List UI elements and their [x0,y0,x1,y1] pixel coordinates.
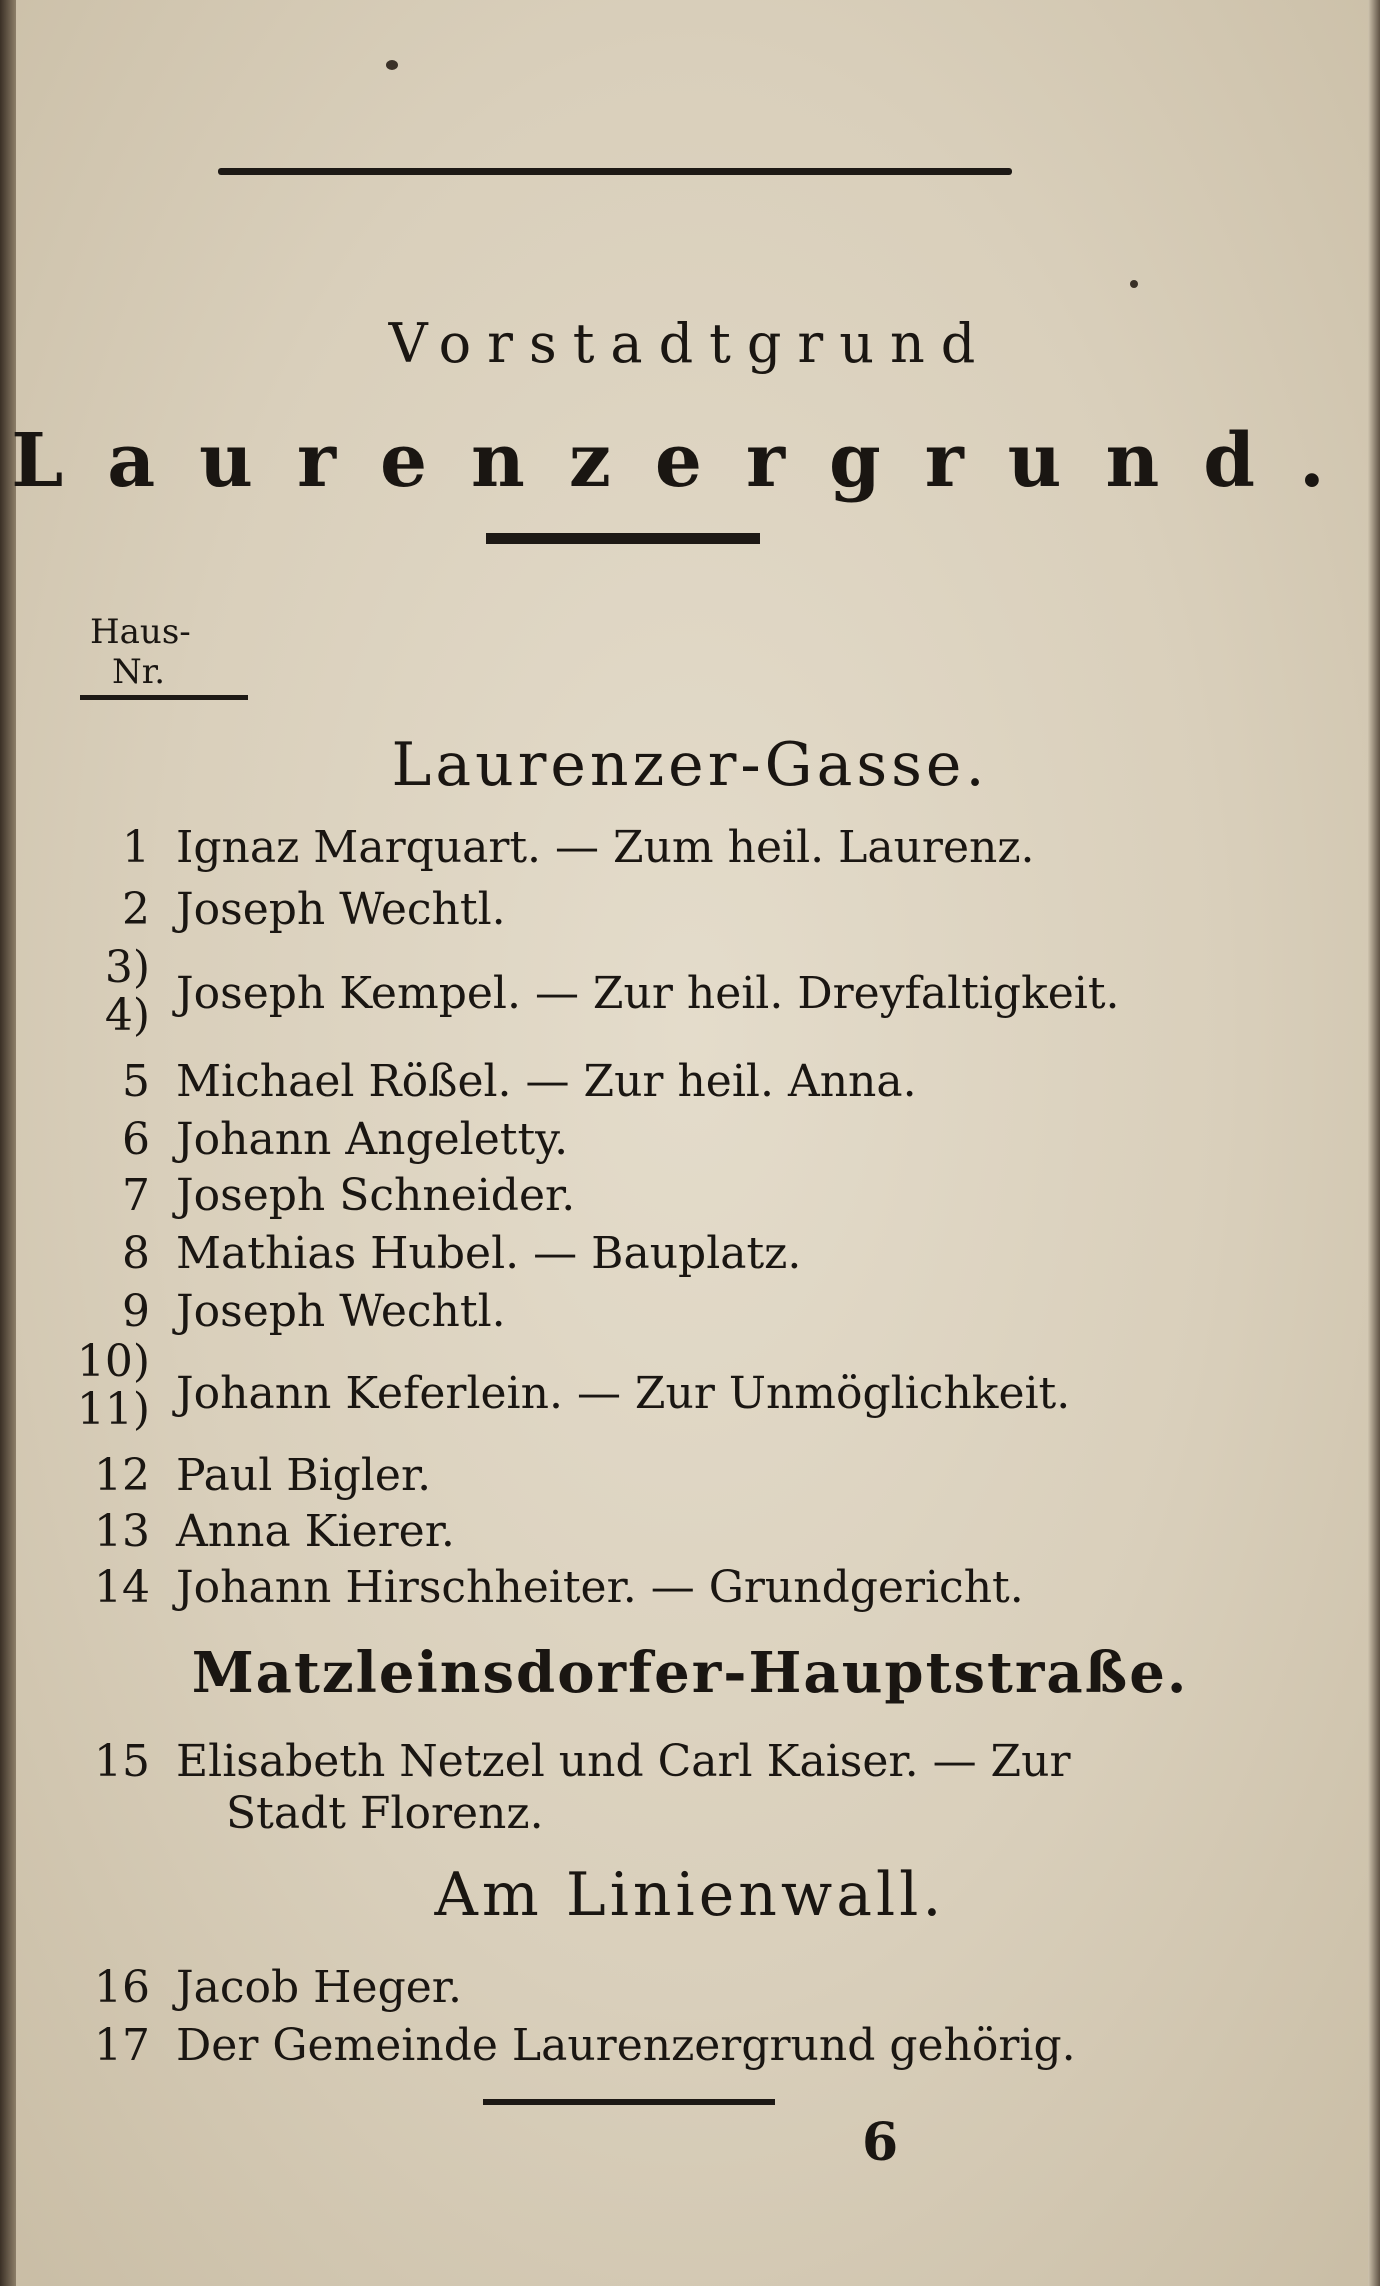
top-rule [218,168,1012,175]
house-number: 6 [122,1114,150,1165]
house-number: 5 [122,1056,150,1107]
section-title: Am Linienwall. [434,1860,946,1930]
title-rule [486,533,760,544]
entry-text: Joseph Kempel. — Zur heil. Dreyfaltigkeit. [176,968,1120,1019]
list-item [0,884,1380,936]
list-item [0,1228,1380,1280]
entry-text: Ignaz Marquart. — Zum heil. Laurenz. [176,822,1035,873]
house-number: 3) 4) [104,942,150,1041]
list-item [0,822,1380,874]
entry-text: Joseph Schneider. [176,1170,576,1221]
entry-text: Johann Angeletty. [176,1114,569,1165]
house-number: 9 [122,1286,150,1337]
entry-text: Paul Bigler. [176,1450,432,1501]
list-item [0,1338,1380,1438]
house-number: 13 [94,1506,150,1557]
column-header [90,612,191,692]
entry-text: Michael Rößel. — Zur heil. Anna. [176,1056,917,1107]
house-number: 7 [122,1170,150,1221]
section-title: Matzleinsdorfer-Hauptstraße. [191,1640,1189,1706]
list-item [0,1170,1380,1222]
list-item [0,1114,1380,1166]
list-item [0,944,1380,1044]
house-number: 17 [94,2020,150,2071]
house-number: 15 [94,1736,150,1787]
entry-text: Mathias Hubel. — Bauplatz. [176,1228,802,1279]
house-number: 8 [122,1228,150,1279]
entry-text: Elisabeth Netzel und Carl Kaiser. — Zur [176,1736,1071,1787]
column-header-rule [80,695,248,700]
entry-text: Johann Keferlein. — Zur Unmöglichkeit. [176,1368,1071,1419]
entry-text: Johann Hirschheiter. — Grundgericht. [176,1562,1024,1613]
house-number: 1 [122,822,150,873]
list-item [0,1736,1380,1846]
bottom-rule [483,2099,775,2105]
list-item [0,1450,1380,1502]
page-number: 6 [862,2112,899,2173]
section-title: Laurenzer-Gasse. [391,730,989,800]
entry-text: Der Gemeinde Laurenzergrund gehörig. [176,2020,1076,2071]
column-header-line1: Haus- [90,612,191,652]
house-number: 12 [94,1450,150,1501]
entry-text: Anna Kierer. [176,1506,455,1557]
list-item [0,1962,1380,2014]
list-item [0,1562,1380,1614]
ink-speck [1130,280,1138,288]
list-item [0,1286,1380,1338]
entry-text: Jacob Heger. [176,1962,462,2013]
district-label: Vorstadtgrund [388,312,992,375]
house-number: 10) 11) [76,1336,150,1435]
house-number: 2 [122,884,150,935]
entry-text: Joseph Wechtl. [176,884,506,935]
list-item [0,1506,1380,1558]
entry-text-continuation: Stadt Florenz. [226,1788,544,1839]
entry-text: Joseph Wechtl. [176,1286,506,1337]
list-item [0,2020,1380,2072]
column-header-line2: Nr. [112,652,166,692]
house-number: 14 [94,1562,150,1613]
house-number: 16 [94,1962,150,2013]
ink-speck [386,60,398,70]
page-title: Laurenzergrund. [11,418,1369,504]
list-item [0,1056,1380,1108]
